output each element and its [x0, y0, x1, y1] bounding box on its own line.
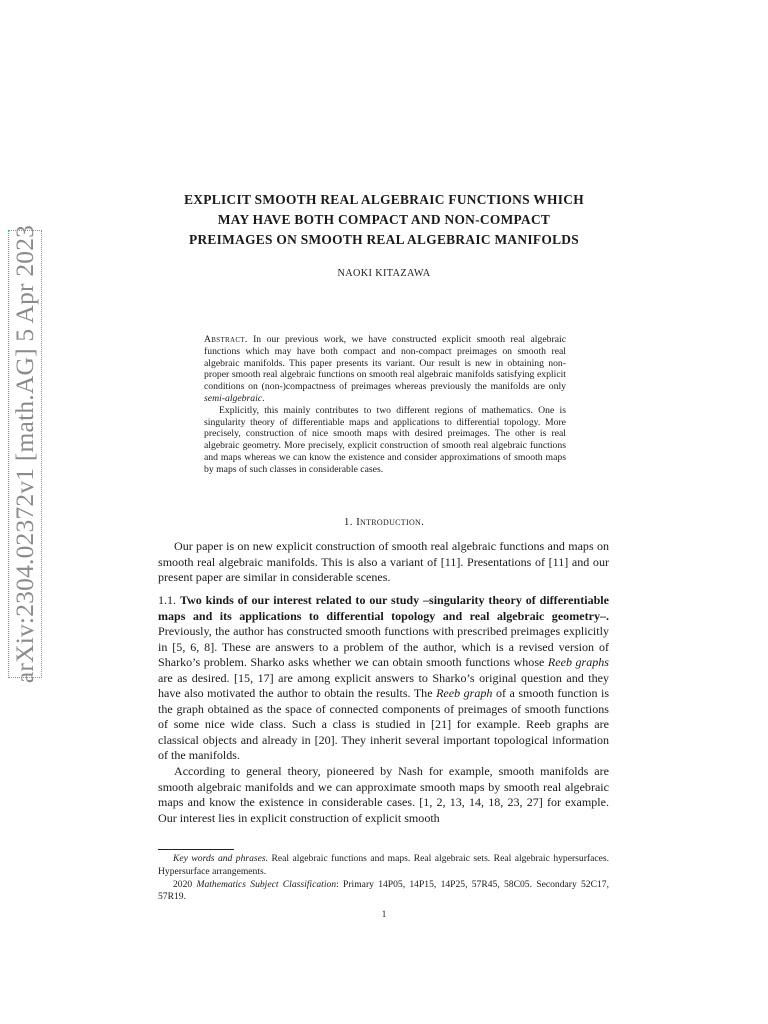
body-text: are as desired. [15, 17] are among explicit answers to Sharko’s original question and they have also motivated the author to obtain the results. The [158, 670, 609, 701]
arxiv-identifier: arXiv:2304.02372v1 [math.AG] 5 Apr 2023 [10, 224, 39, 684]
abstract-text-end: . [262, 392, 265, 404]
page-number: 1 [381, 909, 387, 919]
footnote-msc [158, 879, 609, 905]
footnote-keywords [158, 853, 609, 879]
footnote-prefix: 2020 [173, 878, 197, 890]
body-paragraph: According to general theory, pioneered by Nash for example, smooth manifolds are smooth algebraic manifolds and we can approximate smooth maps by smooth real algebraic maps and know the existence in considerable cases. [1, 2, 13, 14, 18, 23, 27] for example. Our interest lies in explicit construction of explicit smooth [158, 764, 609, 825]
author-name: NAOKI KITAZAWA [337, 268, 431, 279]
footnote-rule [158, 849, 234, 850]
footnotes [158, 853, 609, 904]
title-line: PREIMAGES ON SMOOTH REAL ALGEBRAIC MANIFOLDS [188, 232, 580, 247]
abstract-emphasis: semi-algebraic [204, 392, 263, 404]
title-line: EXPLICIT SMOOTH REAL ALGEBRAIC FUNCTIONS WHICH [184, 192, 584, 207]
abstract-paragraph: Explicitly, this mainly contributes to two different regions of mathematics. One is singularity theory of differentiable maps and applications to differential topology. More precisely, construction of nice smooth maps with desired preimages. The other is real algebraic geometry. More precisely, explicit construction of smooth real algebraic functions and maps whereas we can know the existence and consider approximations of smooth maps by maps of such classes in considerable cases. [204, 404, 566, 475]
abstract-label: Abstract. [204, 334, 248, 345]
paper-title [120, 190, 648, 250]
term-emphasis: Reeb graph [436, 686, 493, 701]
footnote-label: Mathematics Subject Classification [196, 878, 337, 890]
footnote-label: Key words and phrases. [173, 853, 269, 864]
abstract-paragraph [204, 334, 566, 405]
footnote-text: : Primary 14P05, 14P15, 14P25, 57R45, 58C05. Secondary 52C17, 57R19. [158, 878, 609, 903]
section-heading [120, 516, 648, 528]
body-paragraph: Our paper is on new explicit construction of smooth real algebraic functions and maps on smooth real algebraic manifolds. This is also a variant of [11]. Presentations of [11] and our present paper are similar in considerable scenes. [158, 539, 609, 585]
term-emphasis: Reeb graphs [547, 655, 609, 670]
subsection-block [158, 593, 609, 826]
intro-block [158, 539, 609, 586]
subsection-title: Two kinds of our interest related to our study –singularity theory of differentiable maps and its applications to differential topology and real algebraic geometry–. [158, 593, 609, 623]
section-title: Introduction. [356, 516, 425, 528]
subsection-number: 1.1. [158, 593, 177, 607]
section-number: 1. [343, 516, 353, 528]
abstract [204, 334, 566, 476]
arxiv-stamp[interactable] [8, 224, 42, 684]
body-paragraph [158, 593, 609, 764]
body-text: Previously, the author has constructed smooth functions with prescribed preimages explicitly in [5, 6, 8]. These are answers to a problem of the author, which is a revised version of Sharko’s problem. Sharko asks whether we can obtain smooth functions whose [158, 624, 609, 670]
body-text: of a smooth function is the graph obtained as the space of connected components of preimages of smooth functions of some nice wide class. Such a class is studied in [21] for example. Reeb graphs are classical objects and already in [20]. They inherit several important topological information of the manifolds. [158, 686, 610, 763]
footnote-text: Real algebraic functions and maps. Real algebraic sets. Real algebraic hypersurfaces. Hypersurface arrangements. [158, 853, 609, 877]
abstract-text: In our previous work, we have constructed explicit smooth real algebraic functions which may have both compact and non-compact preimages on smooth real algebraic manifolds. This paper presents its variant. Our result is new in obtaining non-proper smooth real algebraic functions on smooth real algebraic manifolds satisfying explicit conditions on (non-)compactness of preimages whereas previously the manifolds are only [204, 334, 567, 393]
title-line: MAY HAVE BOTH COMPACT AND NON-COMPACT [217, 212, 551, 227]
